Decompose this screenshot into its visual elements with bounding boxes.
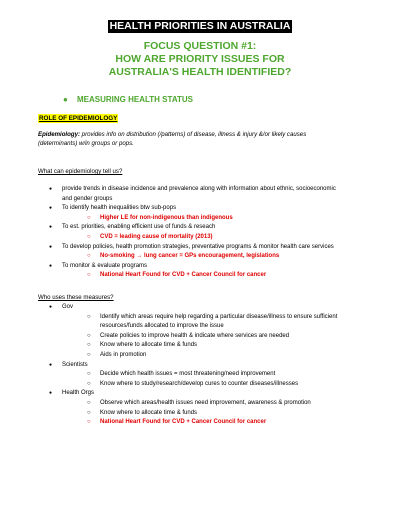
- measure-user-item-text: Know where to allocate time & funds: [100, 342, 198, 349]
- epidemiology-use-item-text: National Heart Found for CVD + Cancer Council for cancer: [100, 272, 267, 279]
- bullet-icon: ●: [49, 304, 53, 310]
- sub-bullet-icon: ○: [87, 272, 91, 279]
- sub-bullet-icon: ○: [87, 419, 91, 426]
- epidemiology-definition-line-2: (determinants) w/in groups or pops.: [38, 140, 134, 147]
- focus-question-line-2: HOW ARE PRIORITY ISSUES FOR: [115, 53, 285, 65]
- epidemiology-use-item-text: To develop policies, health promotion strategies, preventative programs & monitor health care services: [62, 243, 334, 250]
- measure-user-item-text: Scientists: [62, 361, 88, 368]
- sub-bullet-icon: ○: [87, 253, 91, 260]
- epidemiology-use-item-text: To est. priorities, enabling efficient use of funds & reseach: [62, 224, 216, 231]
- focus-question-line-3: AUSTRALIA'S HEALTH IDENTIFIED?: [108, 66, 292, 78]
- bullet-icon: ●: [49, 361, 53, 368]
- sub-bullet-icon: ○: [87, 234, 91, 240]
- bullet-icon: ●: [49, 262, 53, 269]
- sub-bullet-icon: ○: [87, 313, 91, 320]
- measure-user-item-text: Health Orgs: [62, 390, 95, 397]
- sub-bullet-icon: ○: [87, 214, 91, 221]
- measure-user-item-text: Create policies to improve health & indicate where services are needed: [100, 332, 290, 339]
- section-bullet-measuring: ● MEASURING HEALTH STATUS: [63, 95, 193, 104]
- measure-user-item-text: Observe which areas/health issues need improvement, awareness & promotion: [100, 400, 311, 406]
- sub-bullet-icon: ○: [87, 332, 91, 339]
- sub-bullet-icon: ○: [87, 400, 91, 406]
- measure-user-item-text: Decide which health issues = most threatening/need improvement: [100, 371, 276, 378]
- measure-user-item-text: National Heart Found for CVD + Cancer Council for cancer: [100, 419, 267, 426]
- epidemiology-use-item-text: provide trends in disease incidence and prevalence along with information about ethnic, socioeconomic: [62, 186, 336, 192]
- measure-user-item-text: Aids in promotion: [100, 352, 147, 358]
- bullet-icon: ●: [49, 205, 53, 212]
- bullet-icon: ●: [49, 224, 53, 231]
- epidemiology-use-item-text: To identify health inequalities btw sub-pops: [62, 205, 177, 212]
- highlighted-heading-role: ROLE OF EPIDEMIOLOGY: [39, 115, 118, 122]
- section-heading-who: Who uses these measures?: [38, 294, 114, 301]
- measure-user-item-text: resources/funds allocated to improve the issue: [100, 323, 224, 330]
- epidemiology-use-item-text: No-smoking → lung cancer = GPs encouragement, legislations: [100, 253, 280, 260]
- sub-bullet-icon: ○: [87, 371, 91, 378]
- bullet-icon: ●: [63, 95, 68, 104]
- section-heading-what: What can epidemiology tell us?: [38, 168, 123, 175]
- sub-bullet-icon: ○: [87, 409, 91, 416]
- epidemiology-use-item-text: To monitor & evaluate programs: [62, 262, 148, 269]
- sub-bullet-icon: ○: [87, 342, 91, 349]
- bullet-icon: ●: [49, 186, 53, 192]
- sub-bullet-icon: ○: [87, 352, 91, 358]
- page-title: HEALTH PRIORITIES IN AUSTRALIA: [109, 20, 291, 32]
- sub-bullet-icon: ○: [87, 380, 91, 387]
- measure-user-item-text: Gov: [62, 304, 74, 310]
- measure-user-item-text: Know where to allocate time & funds: [100, 409, 198, 416]
- epidemiology-use-item-text: and gender groups: [62, 195, 113, 202]
- measure-user-item-text: Identify which areas require help regarding a particular disease/illness to ensure sufficient: [100, 313, 338, 320]
- epidemiology-use-item-text: CVD = leading cause of mortality (2013): [100, 234, 213, 240]
- focus-question-line-1: FOCUS QUESTION #1:: [143, 40, 257, 52]
- bullet-icon: ●: [49, 243, 53, 250]
- bullet-icon: ●: [49, 390, 53, 397]
- epidemiology-definition-line-1: Epidemiology: provides info on distribution (/patterns) of disease, illness & injury &/or likely causes: [38, 131, 307, 138]
- measure-user-item-text: Know where to study/research/develop cures to counter diseases/illnesses: [100, 380, 299, 387]
- epidemiology-use-item-text: Higher LE for non-indigenous than indigenous: [100, 214, 233, 221]
